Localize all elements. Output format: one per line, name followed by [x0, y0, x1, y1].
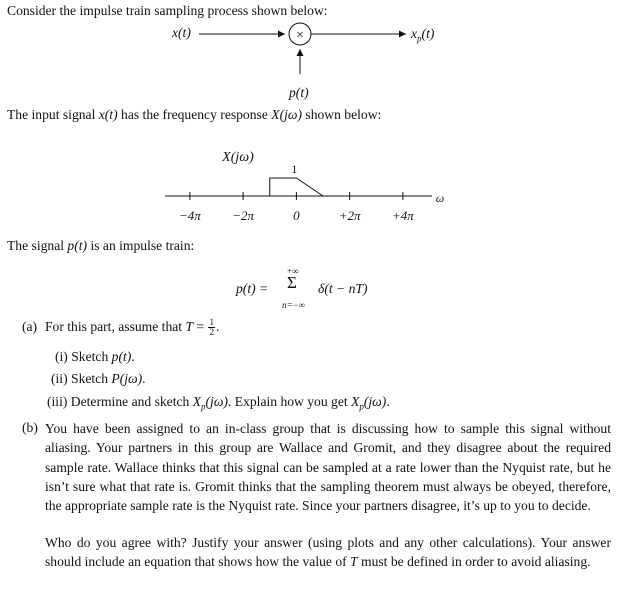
sum-lower: n=−∞	[282, 300, 306, 310]
part-a-text: For this part, assume that T = $\frac{1}{2}$ .	[45, 317, 220, 338]
impulse-summand: δ(t − nT)	[318, 281, 368, 296]
impulse-lhs: p(t) =	[236, 281, 269, 296]
part-a-item-ii: (ii) Sketch P(jω).	[51, 371, 146, 386]
axis-variable: ω	[435, 191, 445, 205]
tick-label: −2π	[232, 208, 255, 223]
part-b-paragraph-2: Who do you agree with? Justify your answer (using plots and any other calculations). Your answer should include an equation that shows how the value of T must be defined in order to avoid aliasing.	[45, 535, 611, 570]
tick-label: +4π	[391, 208, 414, 223]
multiplier-symbol: ×	[296, 28, 304, 43]
sum-upper: +∞	[287, 266, 299, 276]
intro-text: Consider the impulse train sampling process shown below:	[7, 3, 328, 18]
tick-label: 0	[293, 208, 300, 223]
input-label: x(t)	[172, 25, 191, 40]
output-label: $x_p(t)$	[411, 26, 435, 44]
freq-response-sentence: The input signal x(t) has the frequency response X(jω) shown below:	[7, 107, 382, 122]
p-label: p(t)	[289, 85, 309, 100]
tick-label: +2π	[338, 208, 361, 223]
part-a-item-i: (i) Sketch p(t).	[55, 349, 135, 364]
sum-symbol: Σ	[287, 273, 297, 292]
part-b-label: (b)	[22, 420, 38, 435]
peak-label: 1	[291, 162, 298, 176]
impulse-intro: The signal p(t) is an impulse train:	[7, 238, 195, 253]
part-a-label: (a)	[22, 319, 38, 334]
tick-label: −4π	[178, 208, 201, 223]
plot-title: X(jω)	[222, 150, 254, 165]
part-a-item-iii: (iii) Determine and sketch $X_p(j\omega)$. Explain how you get $X_p(j\omega)$.	[47, 394, 390, 412]
part-b-paragraph-1: You have been assigned to an in-class group that is discussing how to sample this signal without aliasing. Your partners in this group are Wallace and Gromit, and they disagree about the required sample rate. Wallace thinks that this signal can be sampled at a rate lower than the Nyquist rate, but he isn’t sure what that rate is. Gromit thinks that the sampling theorem must always be obeyed, therefore, the appropriate sample rate is the Nyquist rate. Since your partners disagree, it’s up to you to decide.	[45, 421, 611, 514]
